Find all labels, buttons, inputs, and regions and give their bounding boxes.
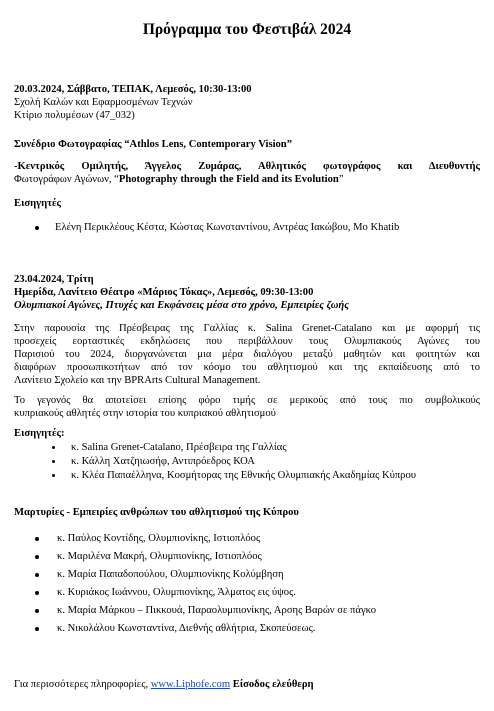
footer-line xyxy=(14,678,314,691)
event2-para1-line: προσεχείς εορταστικές εκδηλώσεις που περιβάλλουν τους Ολυμπιακούς Αγώνες του xyxy=(14,336,480,347)
free-entry-text: Είσοδος ελεύθερη xyxy=(232,679,314,690)
event2-speaker-item: κ. Salina Grenet-Catalano, Πρέσβειρα της Γαλλίας xyxy=(71,442,287,453)
keynote-talk-title: Photography through the Field and its Evolution xyxy=(118,174,339,185)
event1-venue-school: Σχολή Καλών και Εφαρμοσμένων Τεχνών xyxy=(14,97,193,108)
event2-para1-line: Στην παρουσία της Πρέσβειρας της Γαλλίας κ. Salina Grenet-Catalano και με αφορμή τις xyxy=(14,323,480,334)
event2-testimonies-heading: Μαρτυρίες - Εμπειρίες ανθρώπων του αθλητισμού της Κύπρου xyxy=(14,507,299,518)
event2-speakers-heading: Εισηγητές: xyxy=(14,428,65,439)
testimony-item: κ. Μαρία Παπαδοπούλου, Ολυμπιονίκης Κολύμβηση xyxy=(57,569,284,580)
bullet-icon xyxy=(52,474,55,477)
event2-para2-line: κυπριακούς αθλητές στην ιστορία του κυπριακού αθλητισμού xyxy=(14,408,276,419)
event2-speaker-item: κ. Κλέα Παπαέλληνα, Κοσμήτορας της Εθνικής Ολυμπιακής Ακαδημίας Κύπρου xyxy=(71,470,417,481)
event1-speakers-list: Ελένη Περικλέους Κέστα, Κώστας Κωνσταντίνου, Αντρέας Ιακώβου, Mo Khatib xyxy=(55,222,400,233)
testimony-item: κ. Μαριλένα Μακρή, Ολυμπιονίκης, Ιστιοπλόος xyxy=(57,551,262,562)
event1-keynote-line1 xyxy=(14,160,480,173)
testimony-item: κ. Μαρία Μάρκου – Πικκουά, Παραολυμπιονίκης, Αρσης Βαρών σε πάγκο xyxy=(57,605,377,616)
bullet-icon xyxy=(35,573,39,577)
page-title: Πρόγραμμα του Φεστιβάλ 2024 xyxy=(142,21,352,38)
event2-speaker-item: κ. Κάλλη Χατζηιωσήφ, Αντιπρόεδρος ΚΟΑ xyxy=(71,456,255,467)
event1-header: 20.03.2024, Σάββατο, ΤΕΠΑΚ, Λεμεσός, 10:30-13:00 xyxy=(14,84,252,95)
bullet-icon xyxy=(52,446,55,449)
event2-para1-line: Παρισιού του 2024, διοργανώνεται μια μέρα διαλόγου μεταξύ μαθητών και φοιτητών και xyxy=(14,349,480,360)
testimony-item: κ. Νικολάλου Κωνσταντίνα, Διεθνής αθλήτρια, Σκοπεύσεως. xyxy=(57,623,316,634)
event2-para1-line: διαφόρων προσωπικοτήτων από τον κόσμο του αθλητισμού και της εκπαίδευσης από το xyxy=(14,362,480,373)
more-info-text: Για περισσότερες πληροφορίες, xyxy=(14,679,149,690)
bullet-icon xyxy=(52,460,55,463)
event2-para2-line: Το γεγονός θα αποτείσει επίσης φόρο τιμής σε μερικούς από τους πιο συμβολικούς xyxy=(14,395,480,406)
keynote-line1-text: -Κεντρικός Ομιλητής, Άγγελος Ζυμάρας, Αθλητικός φωτογράφος και Διευθυντής xyxy=(14,161,480,172)
bullet-icon xyxy=(35,555,39,559)
testimony-item: κ. Κυριάκος Ιωάννου, Ολυμπιονίκης, Άλματος εις ύψος. xyxy=(57,587,296,598)
bullet-icon xyxy=(35,609,39,613)
bullet-icon xyxy=(35,627,39,631)
bullet-icon xyxy=(35,591,39,595)
event1-keynote-line2 xyxy=(14,173,344,186)
bullet-icon xyxy=(35,226,39,230)
keynote-line2-suffix: ” xyxy=(338,174,344,185)
event1-speakers-heading: Εισηγητές xyxy=(14,198,61,209)
event2-header: Ημερίδα, Λανίτειο Θέατρο «Μάριος Τόκας», Λεμεσός, 09:30-13:00 xyxy=(14,287,314,298)
event2-date: 23.04.2024, Τρίτη xyxy=(14,274,94,285)
event2-subtitle: Ολυμπιακοί Αγώνες, Πτυχές και Εκφάνσεις μέσα στο χρόνο, Εμπειρίες ζωής xyxy=(14,300,349,311)
event1-venue-building: Κτίριο πολυμέσων (47_032) xyxy=(14,110,135,121)
website-link[interactable]: www.Liphofe.com xyxy=(150,679,231,690)
event2-para1-line: Λανίτειο Σχολείο και την BPRArts Cultural Management. xyxy=(14,375,261,386)
keynote-line2-prefix: Φωτογράφων Αγώνων, “ xyxy=(14,174,119,185)
bullet-icon xyxy=(35,537,39,541)
event1-conference-title: Συνέδριο Φωτογραφίας “Athlos Lens, Contemporary Vision” xyxy=(14,139,292,150)
testimony-item: κ. Παύλος Κοντίδης, Ολυμπιονίκης, Ιστιοπλόος xyxy=(57,533,261,544)
